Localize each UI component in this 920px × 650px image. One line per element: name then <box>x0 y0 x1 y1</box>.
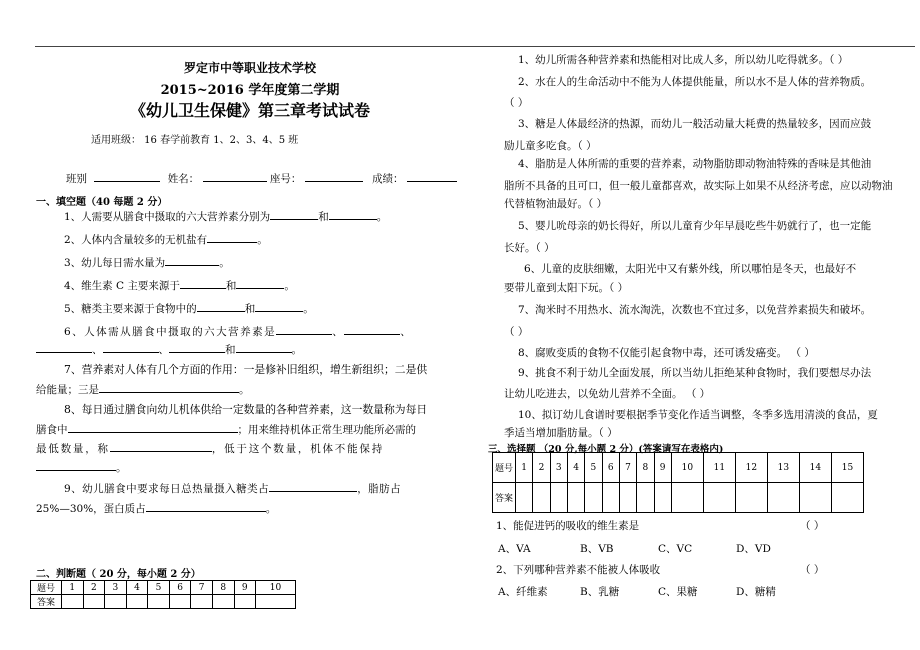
fill-blank[interactable] <box>329 209 377 220</box>
exam-title: 《幼儿卫生保健》第三章考试试卷 <box>129 101 370 120</box>
judge-row-label: 题号 <box>31 581 62 595</box>
judge-answer-table <box>30 580 296 609</box>
applicable-classes: 适用班级： 16 春学前教育 1、2、3、4、5 班 <box>91 135 299 146</box>
choice-number-cell: 12 <box>735 453 767 483</box>
fill-q8-line3: 最低数量，称 ，低于这个数量，机体不能保持 <box>36 443 385 455</box>
choice-number-cell: 2 <box>533 453 550 483</box>
judge-number-cell: 4 <box>126 581 148 595</box>
left-column <box>30 0 460 650</box>
choice-answer-table <box>492 452 864 513</box>
term-line: 2015~2016 学年度第二学期 <box>160 83 340 98</box>
choice-row-label: 题号 <box>493 453 516 483</box>
fill-blank[interactable] <box>344 324 400 335</box>
judge-answer-cell[interactable] <box>126 595 148 609</box>
choice-number-cell: 15 <box>831 453 863 483</box>
choice-number-cell: 14 <box>799 453 831 483</box>
fill-blank[interactable] <box>197 301 245 312</box>
choice-answer-cell[interactable] <box>703 483 735 513</box>
choice-answer-row <box>493 483 864 513</box>
judge-number-cell: 10 <box>256 581 296 595</box>
fill-blank[interactable] <box>276 324 332 335</box>
judge-item-line: 脂所不具备的且可口，但一般儿童都喜欢，故实际上如果不从经济考虑，应以动物油 <box>504 180 893 192</box>
choice-answer-cell[interactable] <box>533 483 550 513</box>
judge-number-cell: 8 <box>212 581 234 595</box>
judge-answer-cell[interactable] <box>105 595 127 609</box>
fill-q7-line2: 给能量；三是 。 <box>36 384 250 396</box>
choice-option[interactable]: D、糖精 <box>736 586 776 598</box>
choice-number-cell: 11 <box>703 453 735 483</box>
judge-number-row <box>31 581 296 595</box>
fill-blank[interactable] <box>165 255 219 266</box>
choice-q2-paren: （ ） <box>800 564 825 576</box>
judge-answer-cell[interactable] <box>62 595 84 609</box>
judge-item-line: 代替植物油最好。（ ） <box>504 198 608 210</box>
judge-item-line: 8、腐败变质的食物不仅能引起食物中毒，还可诱发癌变。 （ ） <box>518 347 815 359</box>
judge-answer-cell[interactable] <box>191 595 213 609</box>
fill-blank[interactable] <box>110 441 212 452</box>
choice-answer-cell[interactable] <box>567 483 584 513</box>
judge-row-label: 答案 <box>31 595 62 609</box>
judge-answer-cell[interactable] <box>212 595 234 609</box>
right-column <box>488 0 908 650</box>
fill-blank[interactable] <box>180 278 226 289</box>
judge-item-line: 10、拟订幼儿食谱时要根据季节变化作适当调整，冬季多选用清淡的食品，夏 <box>518 409 878 421</box>
judge-item-line: （ ） <box>504 326 529 338</box>
choice-option[interactable]: B、乳糖 <box>580 586 620 598</box>
fill-blank[interactable] <box>207 232 257 243</box>
class-field[interactable] <box>94 171 160 182</box>
choice-answer-cell[interactable] <box>619 483 636 513</box>
seat-field[interactable] <box>305 171 363 182</box>
fill-blank[interactable] <box>169 342 225 353</box>
judge-item-line: 要带儿童到太阳下玩。（ ） <box>504 282 629 294</box>
judge-number-cell: 5 <box>148 581 170 595</box>
judge-item-line: 1、幼儿所需各种营养素和热能相对比成人多，所以幼儿吃得就多。（ ） <box>518 54 849 66</box>
judge-number-cell: 6 <box>169 581 191 595</box>
judge-item-line: 季适当增加脂肪量。（ ） <box>504 427 618 439</box>
choice-answer-cell[interactable] <box>831 483 863 513</box>
judge-item-line: 7、淘米时不用热水、流水淘洗，次数也不宜过多，以免营养素损失和破坏。 <box>518 304 872 316</box>
judge-item-line: （ ） <box>504 97 529 109</box>
fill-blank[interactable] <box>36 342 92 353</box>
choice-answer-cell[interactable] <box>767 483 799 513</box>
student-info-row <box>66 171 457 186</box>
judge-heading: 二、判断题（ 20 分，每小题 2 分） <box>36 569 201 580</box>
choice-number-cell: 13 <box>767 453 799 483</box>
fill-q8-line4: 。 <box>36 460 127 475</box>
choice-number-cell: 1 <box>516 453 533 483</box>
choice-number-cell: 8 <box>637 453 654 483</box>
fill-blank[interactable] <box>146 501 266 512</box>
fill-blank[interactable] <box>255 301 303 312</box>
judge-number-cell: 9 <box>234 581 256 595</box>
judge-answer-row <box>31 595 296 609</box>
name-field[interactable] <box>203 171 267 182</box>
judge-item-line: 4、脂肪是人体所需的重要的营养素，动物脂肪即动物油特殊的香味是其他油 <box>518 158 872 170</box>
judge-answer-cell[interactable] <box>234 595 256 609</box>
fill-q1: 1、人需要从膳食中摄取的六大营养素分别为 和 。 <box>64 211 388 223</box>
choice-answer-cell[interactable] <box>585 483 602 513</box>
fill-blank[interactable] <box>269 481 357 492</box>
choice-number-cell: 4 <box>567 453 584 483</box>
judge-item-line: 3、糖是人体最经济的热源，而幼儿一般活动量大耗费的热量较多，因而应鼓 <box>518 118 872 130</box>
fill-blank[interactable] <box>103 342 159 353</box>
choice-answer-cell[interactable] <box>550 483 567 513</box>
choice-q2: 2、下列哪种营养素不能被人体吸收 <box>496 564 661 576</box>
judge-item-line: 让幼儿吃进去，以免幼儿营养不全面。 （ ） <box>504 388 711 400</box>
judge-number-cell: 1 <box>62 581 84 595</box>
choice-row-label: 答案 <box>493 483 516 513</box>
judge-number-cell: 3 <box>105 581 127 595</box>
choice-number-cell: 5 <box>585 453 602 483</box>
choice-answer-cell[interactable] <box>602 483 619 513</box>
choice-option[interactable]: C、VC <box>658 543 693 555</box>
judge-item-line: 9、挑食不利于幼儿全面发展，所以当幼儿拒绝某种食物时，我们要想尽办法 <box>518 367 872 379</box>
choice-answer-cell[interactable] <box>735 483 767 513</box>
choice-number-cell: 3 <box>550 453 567 483</box>
judge-answer-cell[interactable] <box>83 595 105 609</box>
choice-answer-cell[interactable] <box>654 483 671 513</box>
fill-blank[interactable] <box>236 342 292 353</box>
judge-number-cell: 7 <box>191 581 213 595</box>
fill-blank[interactable] <box>68 422 238 433</box>
choice-answer-cell[interactable] <box>671 483 703 513</box>
school-name: 罗定市中等职业技术学校 <box>183 61 316 75</box>
choice-option[interactable]: A、纤维素 <box>498 586 548 598</box>
fill-q8-line2: 膳食中 ；用来维持机体正常生理功能所必需的 <box>36 424 416 436</box>
choice-answer-cell[interactable] <box>516 483 533 513</box>
fill-q4: 4、维生素 C 主要来源于 和 。 <box>64 280 295 292</box>
fill-q9-line1: 9、幼儿膳食中要求每日总热量摄入糖类占 ，脂肪占 <box>64 483 402 495</box>
judge-number-cell: 2 <box>83 581 105 595</box>
judge-item-line: 2、水在人的生命活动中不能为人体提供能量，所以水不是人体的营养物质。 <box>518 76 872 88</box>
fill-q6: 6、人体需从膳食中摄取的六大营养素是 、 、 <box>64 326 413 338</box>
fill-q3: 3、幼儿每日需水量为 。 <box>64 257 230 269</box>
judge-item-line: 励儿童多吃食。（ ） <box>504 140 597 152</box>
name-label: 姓名： <box>167 173 200 185</box>
choice-number-cell: 7 <box>619 453 636 483</box>
choice-q1: 1、能促进钙的吸收的维生素是 <box>496 520 640 532</box>
fill-q2: 2、人体内含量较多的无机盐有 。 <box>64 234 268 246</box>
choice-option[interactable]: A、VA <box>498 543 531 555</box>
fill-heading: 一、填空题（40 每题 2 分） <box>36 197 168 208</box>
class-label: 班别 <box>66 173 87 185</box>
choice-option[interactable]: B、VB <box>580 543 614 555</box>
choice-heading: 三、选择题 （20 分,每小题 2 分）(答案请写在表格内) <box>488 444 724 455</box>
choice-q1-paren: （ ） <box>800 520 825 532</box>
fill-q8-line1: 8、每日通过膳食向幼儿机体供给一定数量的各种营养素，这一数量称为每日 <box>64 403 428 416</box>
fill-blank[interactable] <box>99 382 239 393</box>
choice-number-row <box>493 453 864 483</box>
judge-answer-cell[interactable] <box>256 595 296 609</box>
fill-q9-line2: 25%—30%，蛋白质占 。 <box>36 503 277 515</box>
choice-number-cell: 10 <box>671 453 703 483</box>
choice-answer-cell[interactable] <box>799 483 831 513</box>
score-label: 成绩： <box>372 173 404 185</box>
choice-option[interactable]: C、果糖 <box>658 586 698 598</box>
judge-item-line: 5、婴儿吮母亲的奶长得好，所以儿童育少年早晨吃些牛奶就行了，也一定能 <box>518 220 872 232</box>
judge-item-line: 6、儿童的皮肤细嫩，太阳光中又有紫外线，所以哪怕是冬天，也最好不 <box>524 263 857 275</box>
fill-blank[interactable] <box>236 278 284 289</box>
judge-item-line: 长好。（ ） <box>504 242 555 254</box>
score-field[interactable] <box>407 171 457 182</box>
choice-number-cell: 6 <box>602 453 619 483</box>
seat-label: 座号： <box>269 173 302 185</box>
choice-option[interactable]: D、VD <box>736 543 771 555</box>
fill-q6-cont: 、 、 和 。 <box>36 342 302 357</box>
fill-q7-line1: 7、营养素对人体有几个方面的作用：一是修补旧组织，增生新组织；二是供 <box>64 363 428 376</box>
fill-blank[interactable] <box>36 460 116 471</box>
judge-answer-cell[interactable] <box>148 595 170 609</box>
fill-blank[interactable] <box>270 209 318 220</box>
fill-q5: 5、糖类主要来源于食物中的 和 。 <box>64 303 314 315</box>
choice-number-cell: 9 <box>654 453 671 483</box>
judge-answer-cell[interactable] <box>169 595 191 609</box>
choice-answer-cell[interactable] <box>637 483 654 513</box>
